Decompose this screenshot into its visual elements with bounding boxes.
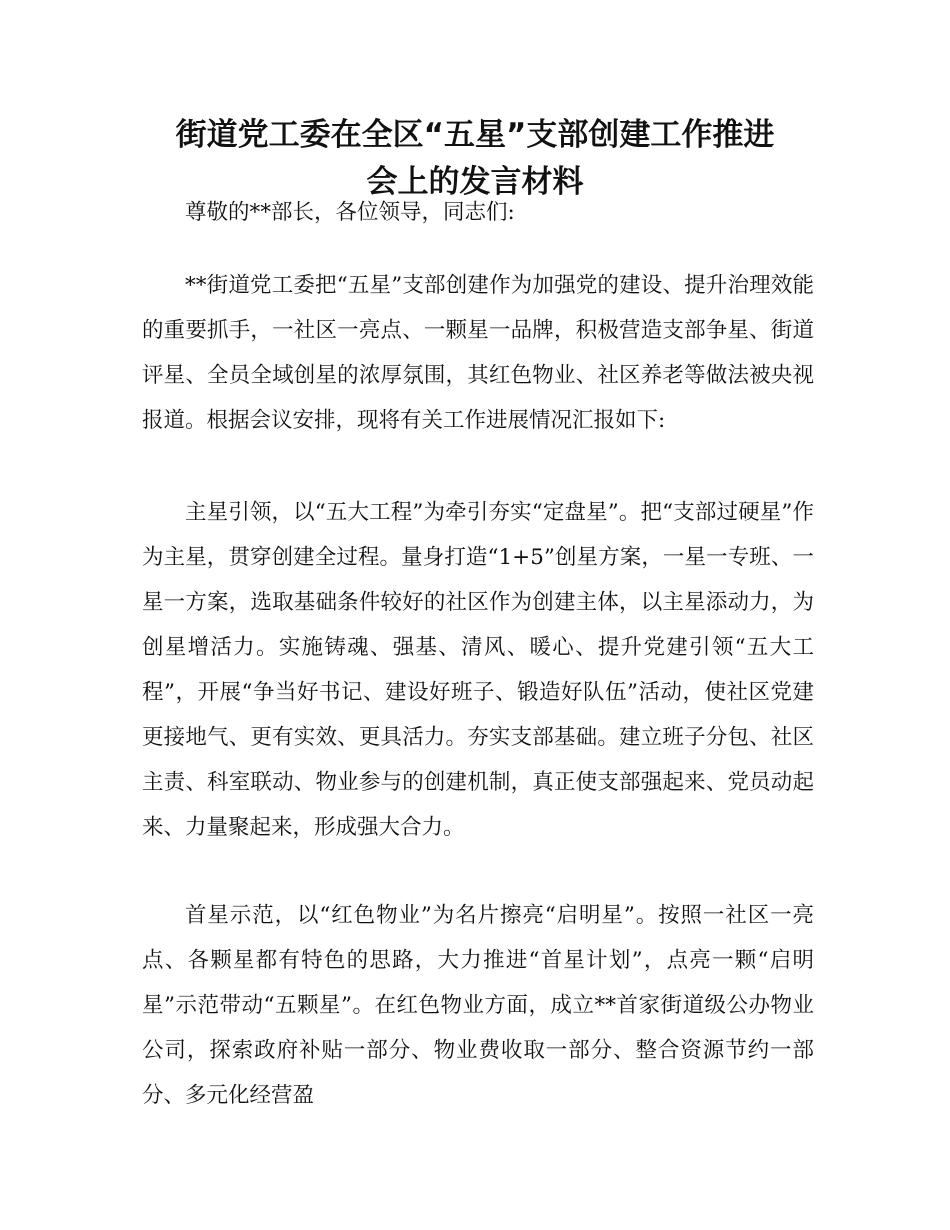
salutation: 尊敬的**部长，各位领导，同志们:: [185, 200, 515, 225]
paragraph-main-star: 主星引领，以“五大工程”为牵引夯实“定盘星”。把“支部过硬星”作为主星，贯穿创建全过程。量身打造“1+5”创星方案，一星一专班、一星一方案，选取基础条件较好的社区作为创建主体，以主星添动力，为创星增活力。实施铸魂、强基、清风、暖心、提升党建引领“五大工程”，开展“争当好书记、建设好班子、锻造好队伍”活动，使社区党建更接地气、更有实效、更具活力。夯实支部基础。建立班子分包、社区主责、科室联动、物业参与的创建机制，真正使支部强起来、党员动起来、力量聚起来，形成强大合力。: [142, 500, 814, 840]
paragraph-intro: **街道党工委把“五星”支部创建作为加强党的建设、提升治理效能的重要抓手，一社区一亮点、一颗星一品牌，积极营造支部争星、街道评星、全员全域创星的浓厚氛围，其红色物业、社区养老等做法被央视报道。根据会议安排，现将有关工作进展情况汇报如下:: [142, 273, 814, 433]
document-title-line-2: 会上的发言材料: [366, 164, 584, 200]
paragraph-first-star: 首星示范，以“红色物业”为名片擦亮“启明星”。按照一社区一亮点、各颗星都有特色的思路，大力推进“首星计划”，点亮一颗“启明星”示范带动“五颗星”。在红色物业方面，成立**首家街道级公办物业公司，探索政府补贴一部分、物业费收取一部分、整合资源节约一部分、多元化经营盈: [142, 903, 814, 1108]
document-title-line-1: 街道党工委在全区“五星”支部创建工作推进: [175, 117, 775, 153]
